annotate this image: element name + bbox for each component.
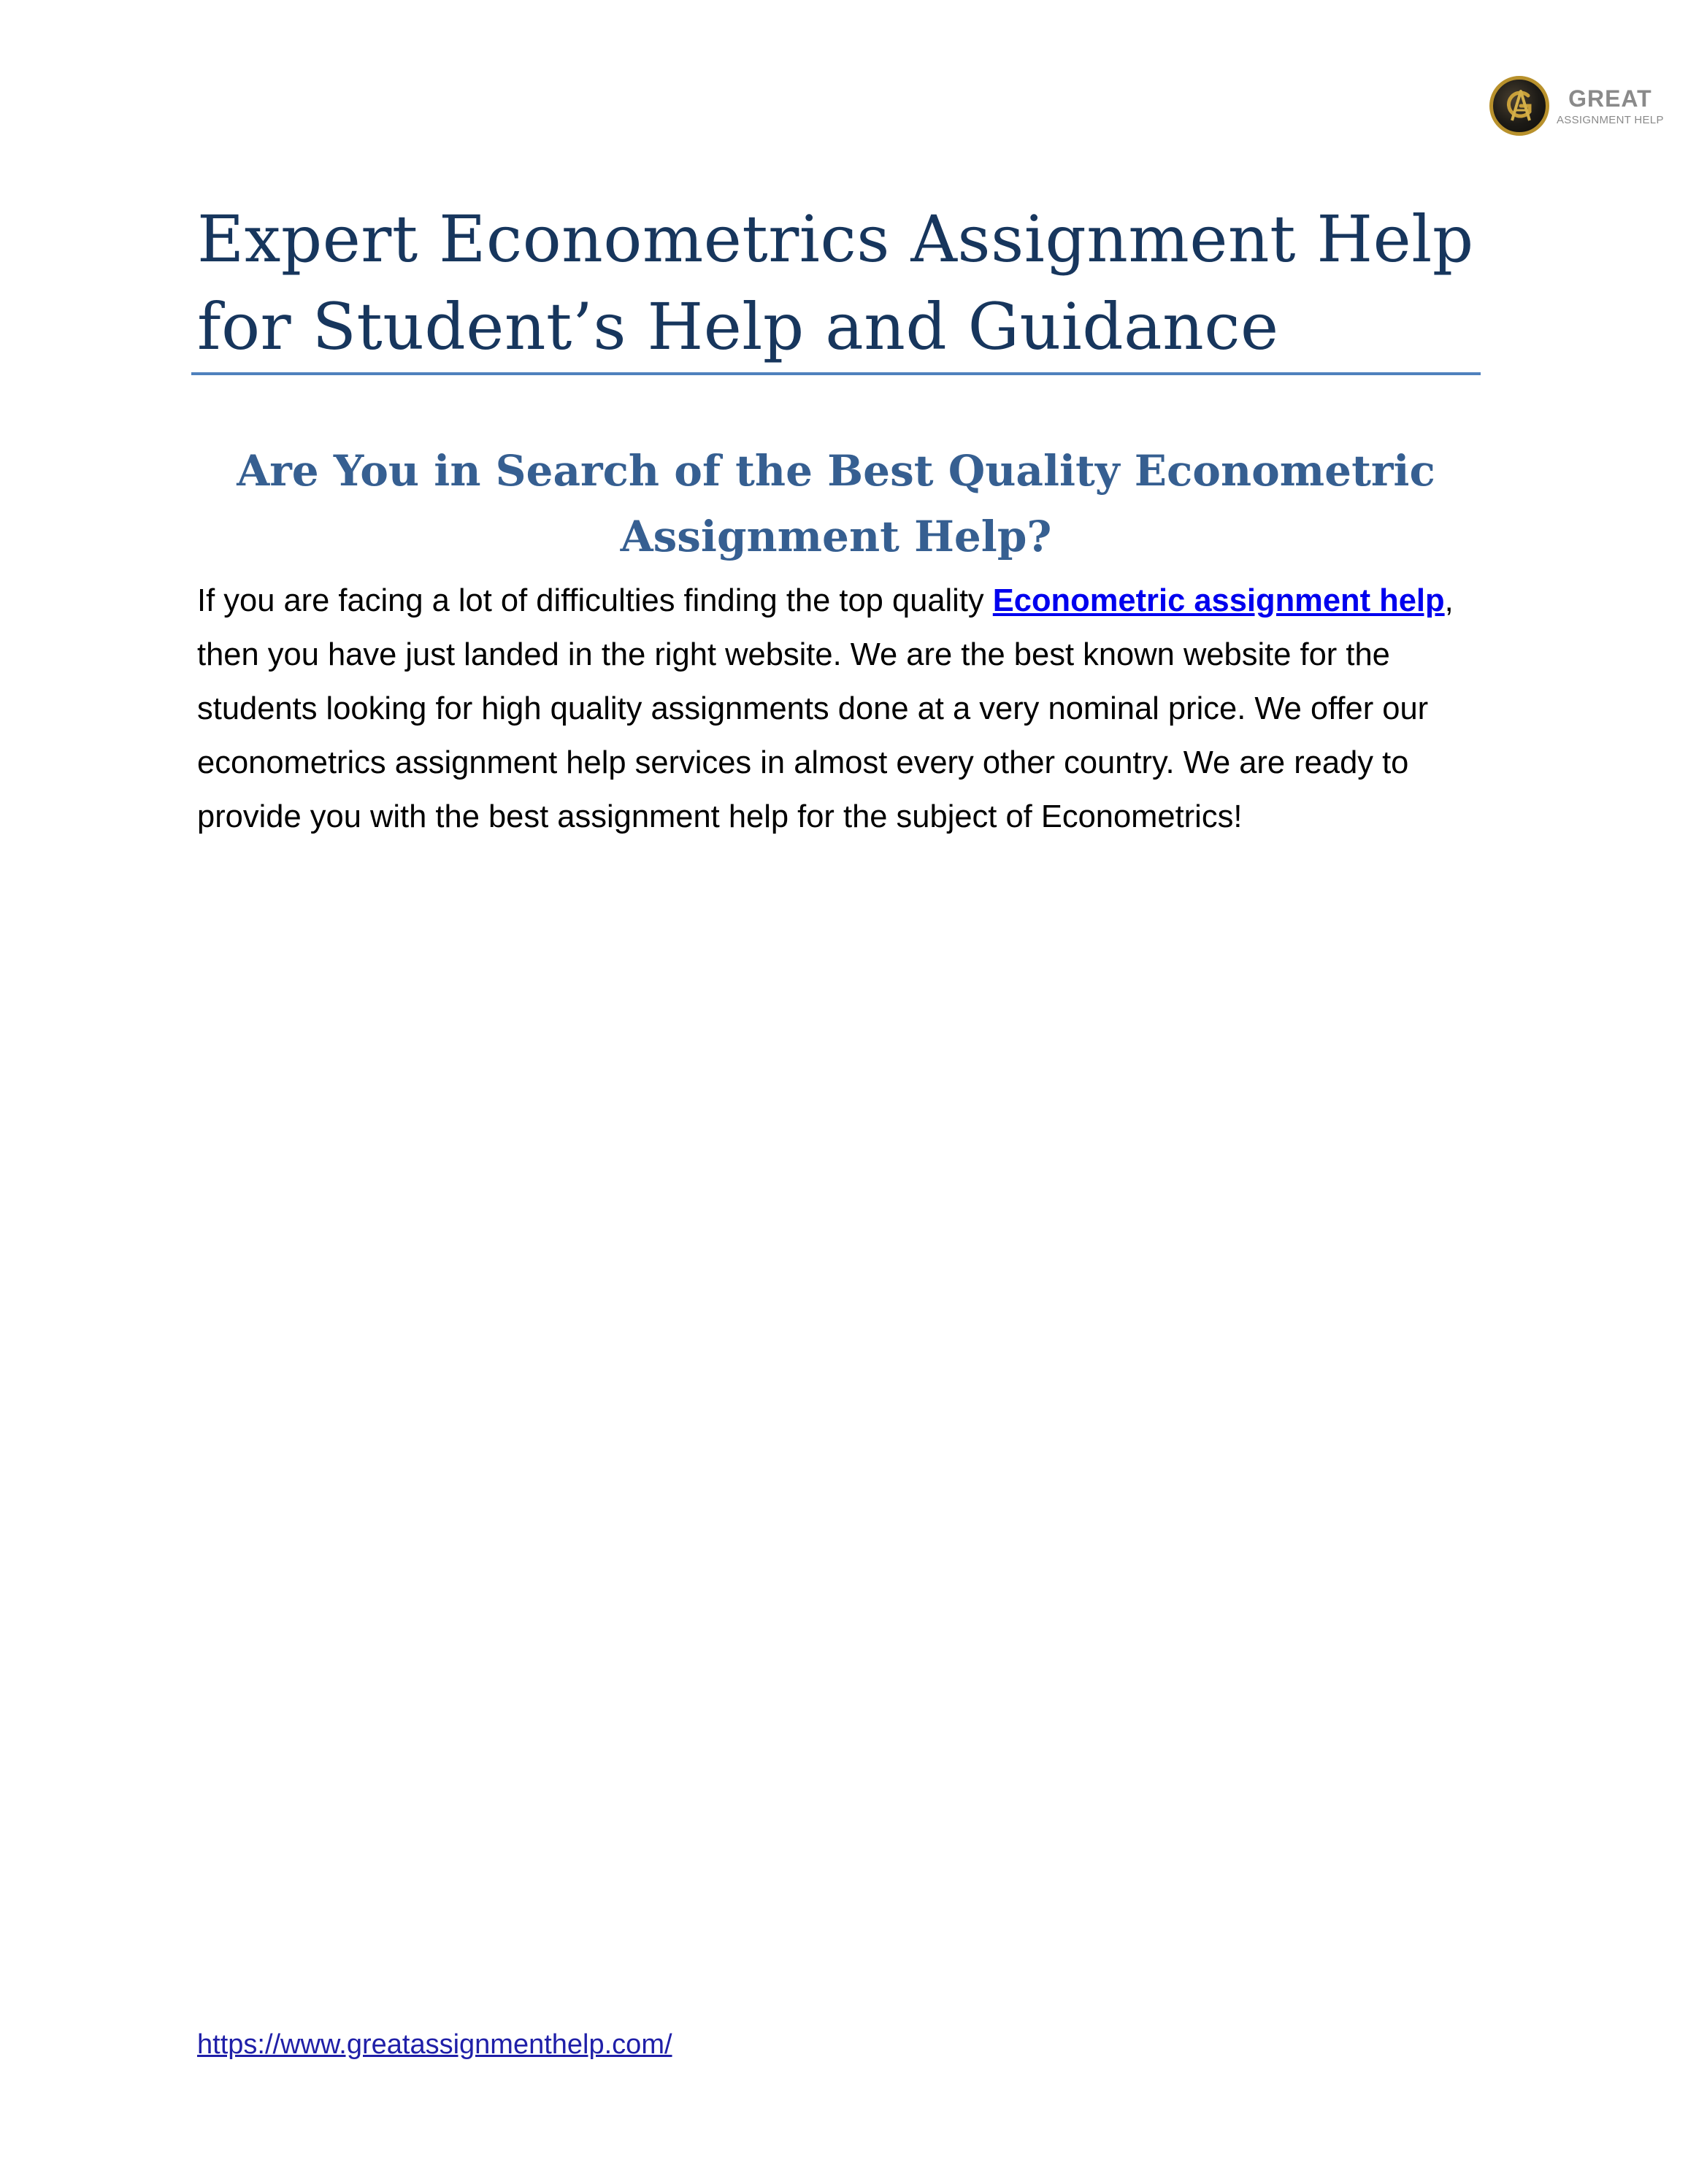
section-heading (191, 438, 1481, 569)
body-text-after-link: , then you have just landed in the right website. We are the best known website for the students looking for high quality assignments done at a very nominal price. We offer our econometrics assignment help services in almost every other country. We are ready to provide you with the best assignment help for the subject of Econometrics! (197, 583, 1454, 834)
logo-subtitle: ASSIGNMENT HELP (1557, 113, 1664, 126)
ga-monogram-logo-icon (1489, 76, 1549, 136)
page-title (197, 196, 1482, 371)
body-paragraph (197, 574, 1489, 844)
title-divider (191, 372, 1481, 375)
footer-website-link[interactable]: https://www.greatassignmenthelp.com/ (197, 2029, 672, 2060)
logo-text (1557, 87, 1664, 126)
heading-line-2: Assignment Help? (620, 512, 1052, 561)
heading-line-1: Are You in Search of the Best Quality Econometric (237, 446, 1435, 496)
title-line-2: for Student’s Help and Guidance (197, 289, 1279, 364)
logo-word: GREAT (1568, 85, 1652, 112)
title-line-1: Expert Econometrics Assignment Help (197, 201, 1474, 277)
ga-monogram-glyph (1493, 80, 1546, 132)
econometric-assignment-help-link[interactable]: Econometric assignment help (992, 583, 1445, 618)
body-text-before-link: If you are facing a lot of difficulties finding the top quality (197, 583, 993, 618)
brand-logo (1489, 73, 1672, 139)
